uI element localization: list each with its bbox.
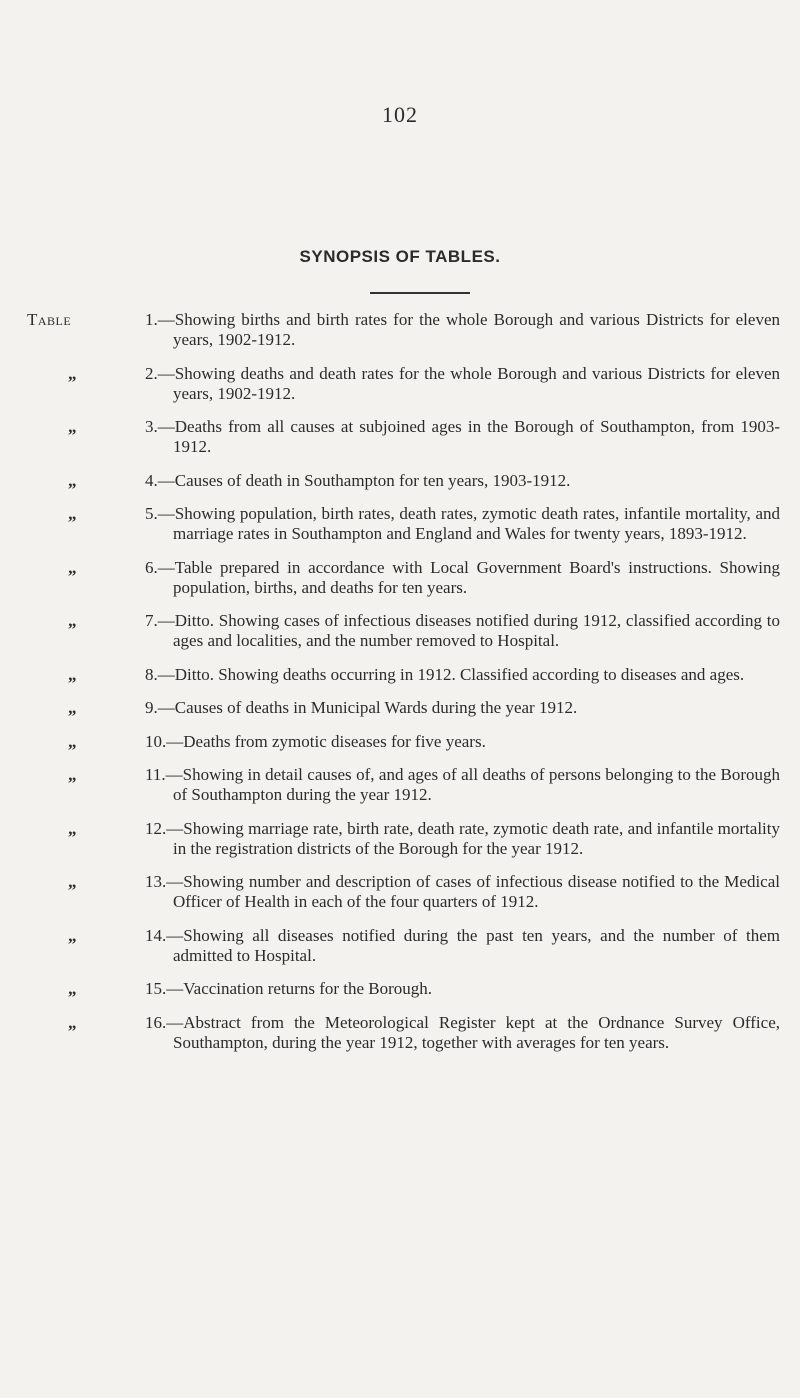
entry-text: 11.—Showing in detail causes of, and ages of all deaths of persons belonging to the Borough of Southampton during the year 1912.	[145, 765, 780, 804]
list-item	[0, 471, 800, 491]
entry-text: 2.—Showing deaths and death rates for the whole Borough and various Districts for eleven years, 1902-1912.	[145, 363, 780, 403]
list-item	[0, 558, 800, 598]
table-list	[0, 310, 800, 1066]
entry-text: 10.—Deaths from zymotic diseases for five years.	[145, 731, 486, 751]
entry-text: 7.—Ditto. Showing cases of infectious diseases notified during 1912, classified according to ages and localities, and the number removed to Hospital.	[145, 611, 780, 650]
ditto-mark: „	[68, 765, 77, 784]
list-item	[0, 1013, 800, 1053]
entry-text: 13.—Showing number and description of cases of infectious disease notified to the Medical Officer of Health in each of the four quarters of 1912.	[145, 872, 780, 911]
ditto-mark: „	[68, 363, 77, 383]
entry-text: 6.—Table prepared in accordance with Local Government Board's instructions. Showing population, births, and deaths for ten years.	[145, 557, 780, 597]
entry-text: 12.—Showing marriage rate, birth rate, death rate, zymotic death rate, and infantile mortality in the registration districts of the Borough for the year 1912.	[145, 818, 780, 858]
list-item	[0, 665, 800, 685]
ditto-mark: „	[68, 979, 77, 998]
list-item	[0, 732, 800, 752]
list-item	[0, 417, 800, 457]
page-title: SYNOPSIS OF TABLES.	[299, 247, 501, 266]
list-item	[0, 872, 800, 912]
entry-text: 8.—Ditto. Showing deaths occurring in 1912. Classified according to diseases and ages.	[145, 664, 745, 684]
entry-text: 15.—Vaccination returns for the Borough.	[145, 979, 433, 998]
entry-text: 5.—Showing population, birth rates, death rates, zymotic death rates, infantile mortality, and marriage rates in Southampton and England and Wales for twenty years, 1893-1912.	[145, 504, 780, 543]
list-item	[0, 698, 800, 718]
entry-text: 14.—Showing all diseases notified during the past ten years, and the number of them admitted to Hospital.	[145, 925, 780, 965]
ditto-mark: „	[68, 698, 77, 717]
ditto-mark: „	[68, 818, 77, 838]
entry-text: 4.—Causes of death in Southampton for ten years, 1903-1912.	[145, 470, 571, 490]
list-item	[0, 926, 800, 966]
entry-text: 16.—Abstract from the Meteorological Register kept at the Ordnance Survey Office, Southampton, during the year 1912, together with averages for ten years.	[145, 1012, 780, 1052]
ditto-mark: „	[68, 504, 77, 523]
ditto-mark: „	[68, 1012, 77, 1032]
entry-text: 1.—Showing births and birth rates for the whole Borough and various Districts for eleven years, 1902-1912.	[145, 310, 780, 349]
ditto-mark: „	[68, 925, 77, 945]
list-item	[0, 504, 800, 544]
ditto-mark: „	[68, 557, 77, 577]
ditto-mark: „	[68, 611, 77, 630]
ditto-mark: „	[68, 872, 77, 891]
title-divider	[370, 292, 470, 294]
list-item	[0, 819, 800, 859]
list-item	[0, 310, 800, 350]
list-item	[0, 979, 800, 999]
list-item	[0, 611, 800, 651]
ditto-mark: „	[68, 417, 77, 436]
ditto-mark: „	[68, 731, 77, 751]
page-number: 102	[382, 102, 418, 127]
list-item	[0, 765, 800, 805]
list-item	[0, 364, 800, 404]
entry-text: 9.—Causes of deaths in Municipal Wards during the year 1912.	[145, 698, 578, 717]
ditto-mark: „	[68, 664, 77, 684]
entry-text: 3.—Deaths from all causes at subjoined ages in the Borough of Southampton, from 1903-1912.	[145, 417, 780, 456]
ditto-mark: „	[68, 470, 77, 490]
table-label: Table	[27, 310, 72, 329]
